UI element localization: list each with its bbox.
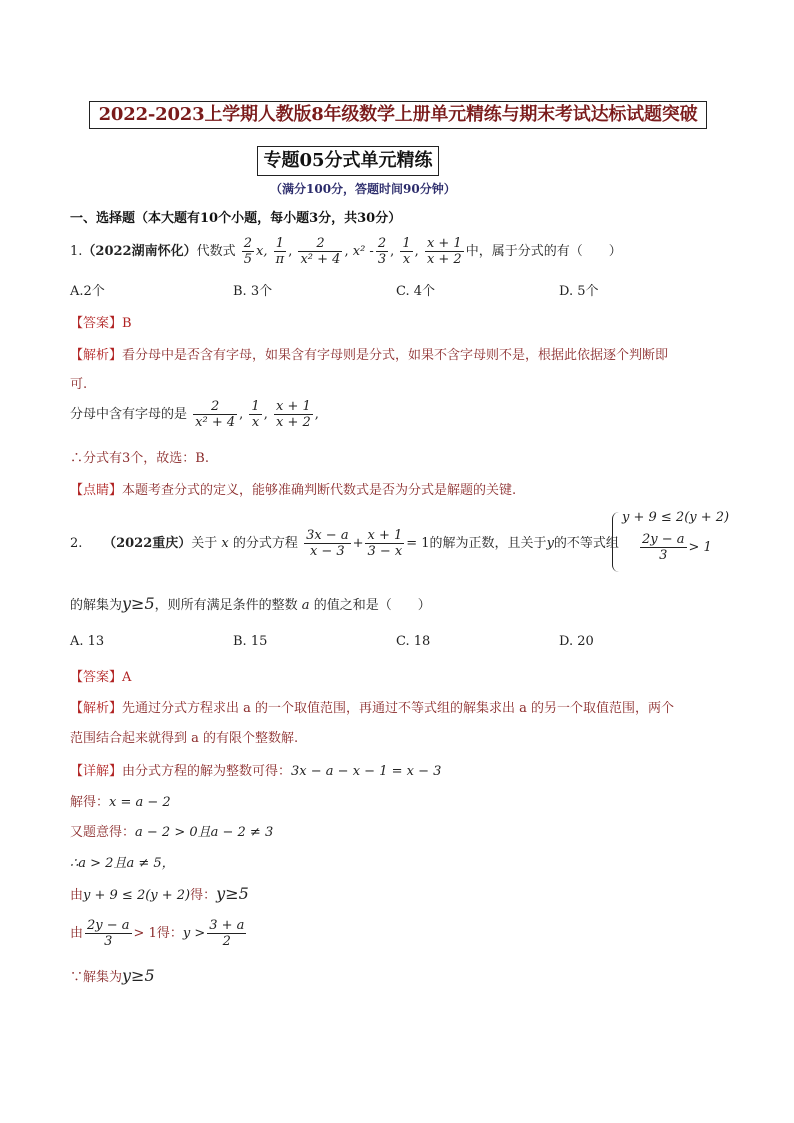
q2-detail-lead: 由分式方程的解为整数可得：	[122, 764, 292, 779]
q2-system-line-1: y + 9 ≤ 2(y + 2)	[622, 510, 730, 525]
q1-contain-tail-1: ,	[239, 407, 244, 422]
q2-derive-2-result-lead: y >	[182, 926, 206, 941]
q2-because-lead: ∵解集为	[70, 970, 123, 985]
q2-system-tail: > 1	[688, 540, 712, 555]
q1-answer-value: B	[122, 316, 132, 331]
q2-stem-line-2	[70, 594, 431, 613]
q1-answer-label: 【答案】	[70, 316, 123, 331]
q2-condition-lead: 又题意得：	[70, 825, 136, 840]
q2-analysis-label: 【解析】	[70, 701, 123, 716]
q2-detail-equation: 3x − a − x − 1 = x − 3	[291, 764, 442, 779]
q2-derive-2-lead: 由	[70, 926, 84, 941]
q2-detail-label: 【详解】	[70, 764, 123, 779]
q1-contain-fraction-1: $\frac{2}{\text{x² + 4}}$	[195, 399, 236, 430]
q1-contain-tail-2: ,	[263, 407, 268, 422]
q2-solve-line	[70, 791, 171, 810]
q1-conclusion: ∴分式有3个，故选：B.	[70, 451, 209, 466]
document-main-title: 2022-2023上学期人教版8年级数学上册单元精练与期末考试达标试题突破	[89, 101, 707, 129]
q2-answer-value: A	[122, 670, 132, 685]
q2-equation-tail: = 1	[406, 536, 430, 551]
q2-analysis-line-1	[70, 697, 674, 716]
q1-option-a: A.2个	[70, 284, 105, 299]
q1-fraction-4-tail: ,	[390, 244, 395, 259]
q2-derive-2-fraction: $\frac{2y - a}{3}$	[87, 918, 130, 949]
q1-fraction-3-tail: ,	[344, 244, 349, 259]
q2-derive-2-tail: > 1得：	[133, 926, 183, 941]
q1-analysis-line-2: 可.	[70, 377, 88, 392]
q2-source: （2022重庆）	[103, 536, 192, 551]
q1-fraction-6: $\frac{x + 1}{x + 2}$	[426, 236, 462, 267]
q1-stem-text: 代数式	[196, 244, 236, 259]
q2-var-x: x	[221, 536, 229, 551]
q1-contain-lead: 分母中含有字母的是	[70, 407, 188, 422]
q1-analysis-line-1	[70, 344, 668, 363]
q1-comment-label: 【点睛】	[70, 483, 123, 498]
q1-fraction-1-tail: x,	[256, 244, 268, 259]
q2-system-brace	[612, 512, 619, 572]
q1-stem	[70, 236, 622, 267]
q2-because-line	[70, 966, 155, 985]
q2-option-c: C. 18	[396, 634, 431, 649]
q2-option-d: D. 20	[559, 634, 594, 649]
q2-system-fraction: $\frac{2y - a}{3}$	[642, 532, 685, 563]
q2-because-result: y≥5	[122, 966, 155, 985]
q2-number: 2.	[70, 536, 83, 551]
q1-analysis-text-1: 看分母中是否含有字母，如果含有字母则是分式，如果不含字母则不是，根据此依据逐个判断即	[122, 348, 669, 363]
q1-option-b: B. 3个	[233, 284, 273, 299]
q2-solution-set: y≥5	[122, 594, 155, 613]
q2-derive-2-result-fraction: $\frac{3 + a}{2}$	[209, 918, 245, 949]
q2-equation-fraction-2: $\frac{x + 1}{3 - x}$	[367, 528, 403, 559]
q2-stem-c: 的解为正数，且关于	[429, 536, 547, 551]
q1-option-d: D. 5个	[559, 284, 599, 299]
q2-derive-1-result: y≥5	[216, 884, 249, 903]
q2-stem-e: 的解集为	[70, 598, 123, 613]
q2-detail-line	[70, 760, 441, 779]
q2-stem-b: 的分式方程	[232, 536, 298, 551]
q2-stem-line-1	[70, 528, 619, 559]
q2-derive-line-2	[70, 918, 248, 949]
q2-condition-line	[70, 821, 273, 840]
q1-contain-tail-3: ,	[314, 407, 319, 422]
q1-expr-4-lead: x² -	[352, 244, 374, 259]
q2-stem-f: ，则所有满足条件的整数	[154, 598, 298, 613]
document-sub-title: 专题05分式单元精练	[257, 146, 439, 176]
q2-solve-lead: 解得：	[70, 795, 110, 810]
q2-derive-line-1	[70, 884, 249, 903]
q1-number: 1.	[70, 244, 83, 259]
section-title: 一、选择题（本大题有10个小题，每小题3分，共30分）	[70, 211, 402, 226]
q1-option-c: C. 4个	[396, 284, 436, 299]
q2-plus: +	[352, 536, 364, 551]
q1-answer	[70, 312, 132, 331]
q2-derive-1-lead: 由	[70, 888, 84, 903]
q2-stem-d: 的不等式组	[553, 536, 619, 551]
q1-fraction-5-tail: ,	[414, 244, 419, 259]
q2-var-y: y	[546, 536, 554, 551]
q2-answer	[70, 666, 131, 685]
q2-analysis-line-2: 范围结合起来就得到 a 的有限个整数解.	[70, 731, 299, 746]
q2-var-a: a	[301, 598, 310, 613]
q1-fraction-2-tail: ,	[288, 244, 293, 259]
q1-fraction-2: $\frac{1}{\pi}$	[275, 236, 285, 267]
q2-stem-g: 的值之和是（ ）	[313, 598, 431, 613]
q1-fraction-5: $\frac{1}{x}$	[402, 236, 411, 267]
q2-derive-1-inequality: y + 9 ≤ 2(y + 2)	[83, 888, 191, 903]
q2-condition-expression: a − 2 > 0且a − 2 ≠ 3	[135, 825, 274, 840]
q1-fraction-1: $\frac{2}{5}$	[243, 236, 253, 267]
q1-source: （2022湖南怀化）	[82, 244, 197, 259]
q1-analysis-label: 【解析】	[70, 348, 123, 363]
q2-solve-equation: x = a − 2	[109, 795, 171, 810]
q2-derive-1-mid: 得：	[190, 888, 217, 903]
q2-analysis-text-1: 先通过分式方程求出 a 的一个取值范围，再通过不等式组的解集求出 a 的另一个取值范围，两个	[122, 701, 675, 716]
q2-system-line-2	[638, 532, 712, 563]
q2-therefore-line: ∴a > 2且a ≠ 5，	[70, 856, 175, 871]
q2-stem-a: 关于	[191, 536, 218, 551]
q1-stem-end: 中，属于分式的有（ ）	[465, 244, 622, 259]
q1-contain-fraction-2: $\frac{1}{x}$	[251, 399, 260, 430]
q1-comment	[70, 479, 516, 498]
q1-comment-text: 本题考查分式的定义，能够准确判断代数式是否为分式是解题的关键.	[122, 483, 517, 498]
exam-time-note: （满分100分，答题时间90分钟）	[270, 182, 456, 196]
q2-equation-fraction-1: $\frac{3x - a}{x - 3}$	[306, 528, 349, 559]
q2-option-b: B. 15	[233, 634, 268, 649]
q1-contain-fraction-3: $\frac{x + 1}{x + 2}$	[275, 399, 311, 430]
q1-fraction-4: $\frac{2}{3}$	[377, 236, 387, 267]
q2-answer-label: 【答案】	[70, 670, 123, 685]
q2-option-a: A. 13	[70, 634, 105, 649]
q1-contain-line	[70, 399, 319, 430]
q1-fraction-3: $\frac{2}{\text{x² + 4}}$	[300, 236, 341, 267]
